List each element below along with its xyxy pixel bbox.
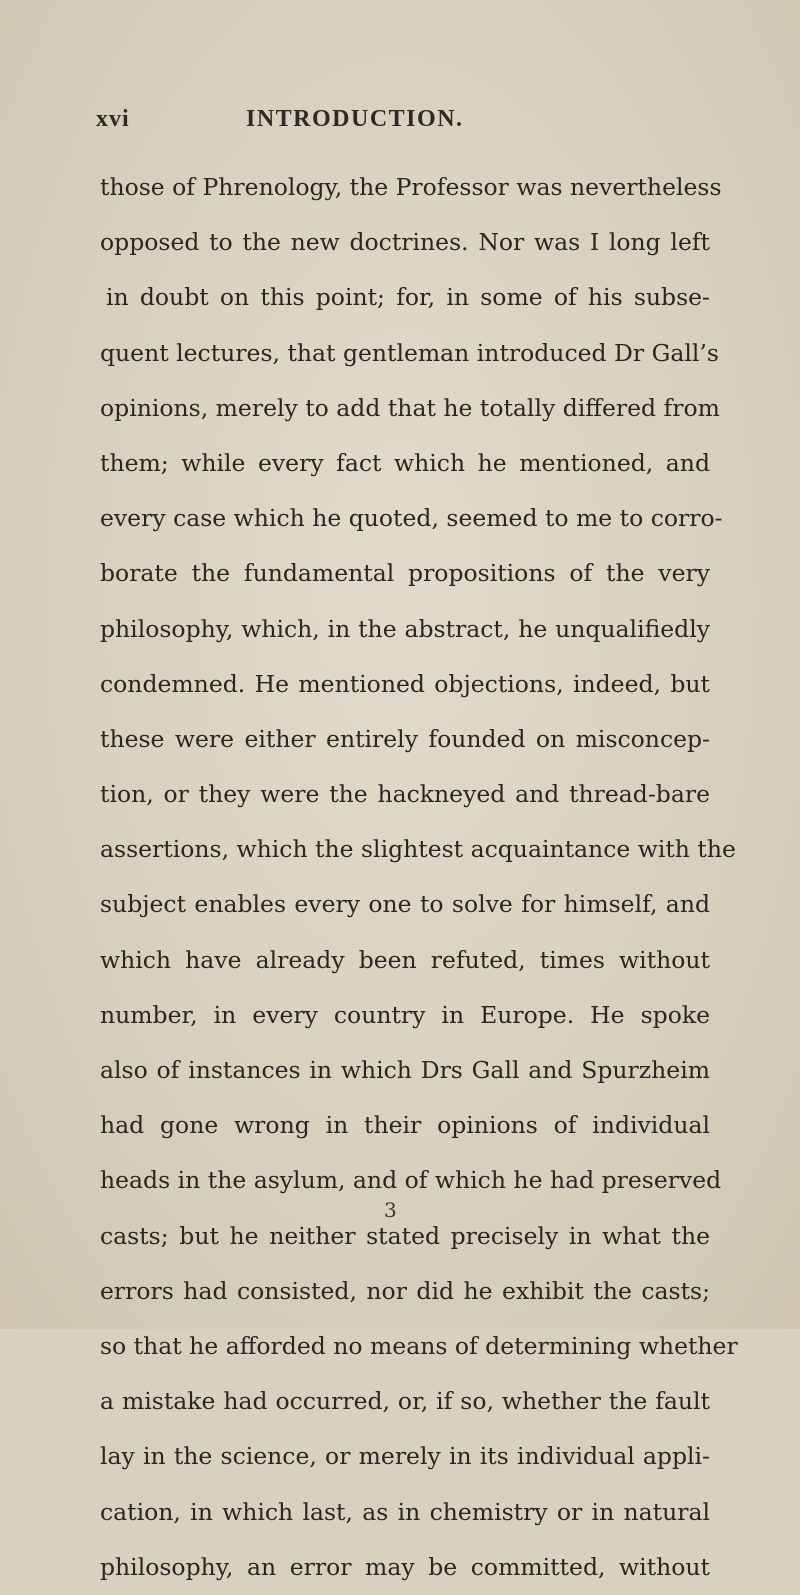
text-line: assertions, which the slightest acquaintance with the: [100, 835, 736, 864]
text-line: errors had consisted, nor did he exhibit the casts;: [100, 1276, 710, 1305]
running-head-title: INTRODUCTION.: [246, 106, 464, 132]
text-line: opposed to the new doctrines. Nor was I long left: [100, 228, 710, 257]
text-line: lay in the science, or merely in its individual appli-: [100, 1442, 710, 1471]
text-line: these were either entirely founded on misconcep-: [100, 724, 710, 753]
text-line: tion, or they were the hackneyed and thread-bare: [100, 780, 710, 809]
text-line: casts; but he neither stated precisely in what the: [100, 1221, 710, 1250]
text-line: had gone wrong in their opinions of individual: [100, 1111, 710, 1140]
text-line: also of instances in which Drs Gall and Spurzheim: [100, 1056, 710, 1084]
running-head: [96, 106, 716, 136]
text-line: number, in every country in Europe. He spoke: [100, 1000, 710, 1029]
text-line: borate the fundamental propositions of the very: [100, 559, 710, 588]
body-text: [100, 160, 738, 1595]
text-line: every case which he quoted, seemed to me to corro-: [100, 504, 723, 533]
text-line: heads in the asylum, and of which he had preserved: [100, 1166, 722, 1195]
text-line: condemned. He mentioned objections, indeed, but: [100, 669, 710, 698]
text-line: in doubt on this point; for, in some of his subse-: [106, 283, 710, 312]
text-line: them; while every fact which he mentioned, and: [100, 448, 710, 477]
text-line: opinions, merely to add that he totally differed from: [100, 393, 720, 422]
page-number: xvi: [96, 106, 130, 132]
text-line: which have already been refuted, times without: [100, 945, 710, 974]
text-line: quent lectures, that gentleman introduced Dr Gall’s: [100, 338, 719, 367]
text-line: those of Phrenology, the Professor was nevertheless: [100, 173, 722, 201]
text-line: so that he afforded no means of determining whether: [100, 1331, 738, 1360]
text-line: philosophy, which, in the abstract, he unqualifiedly: [100, 614, 710, 643]
text-line: a mistake had occurred, or, if so, whether the fault: [100, 1387, 710, 1416]
text-line: philosophy, an error may be committed, without: [100, 1552, 710, 1581]
signature-mark: 3: [384, 1198, 397, 1222]
text-line: subject enables every one to solve for himself, and: [100, 890, 710, 919]
text-line: cation, in which last, as in chemistry or in natural: [100, 1497, 710, 1526]
